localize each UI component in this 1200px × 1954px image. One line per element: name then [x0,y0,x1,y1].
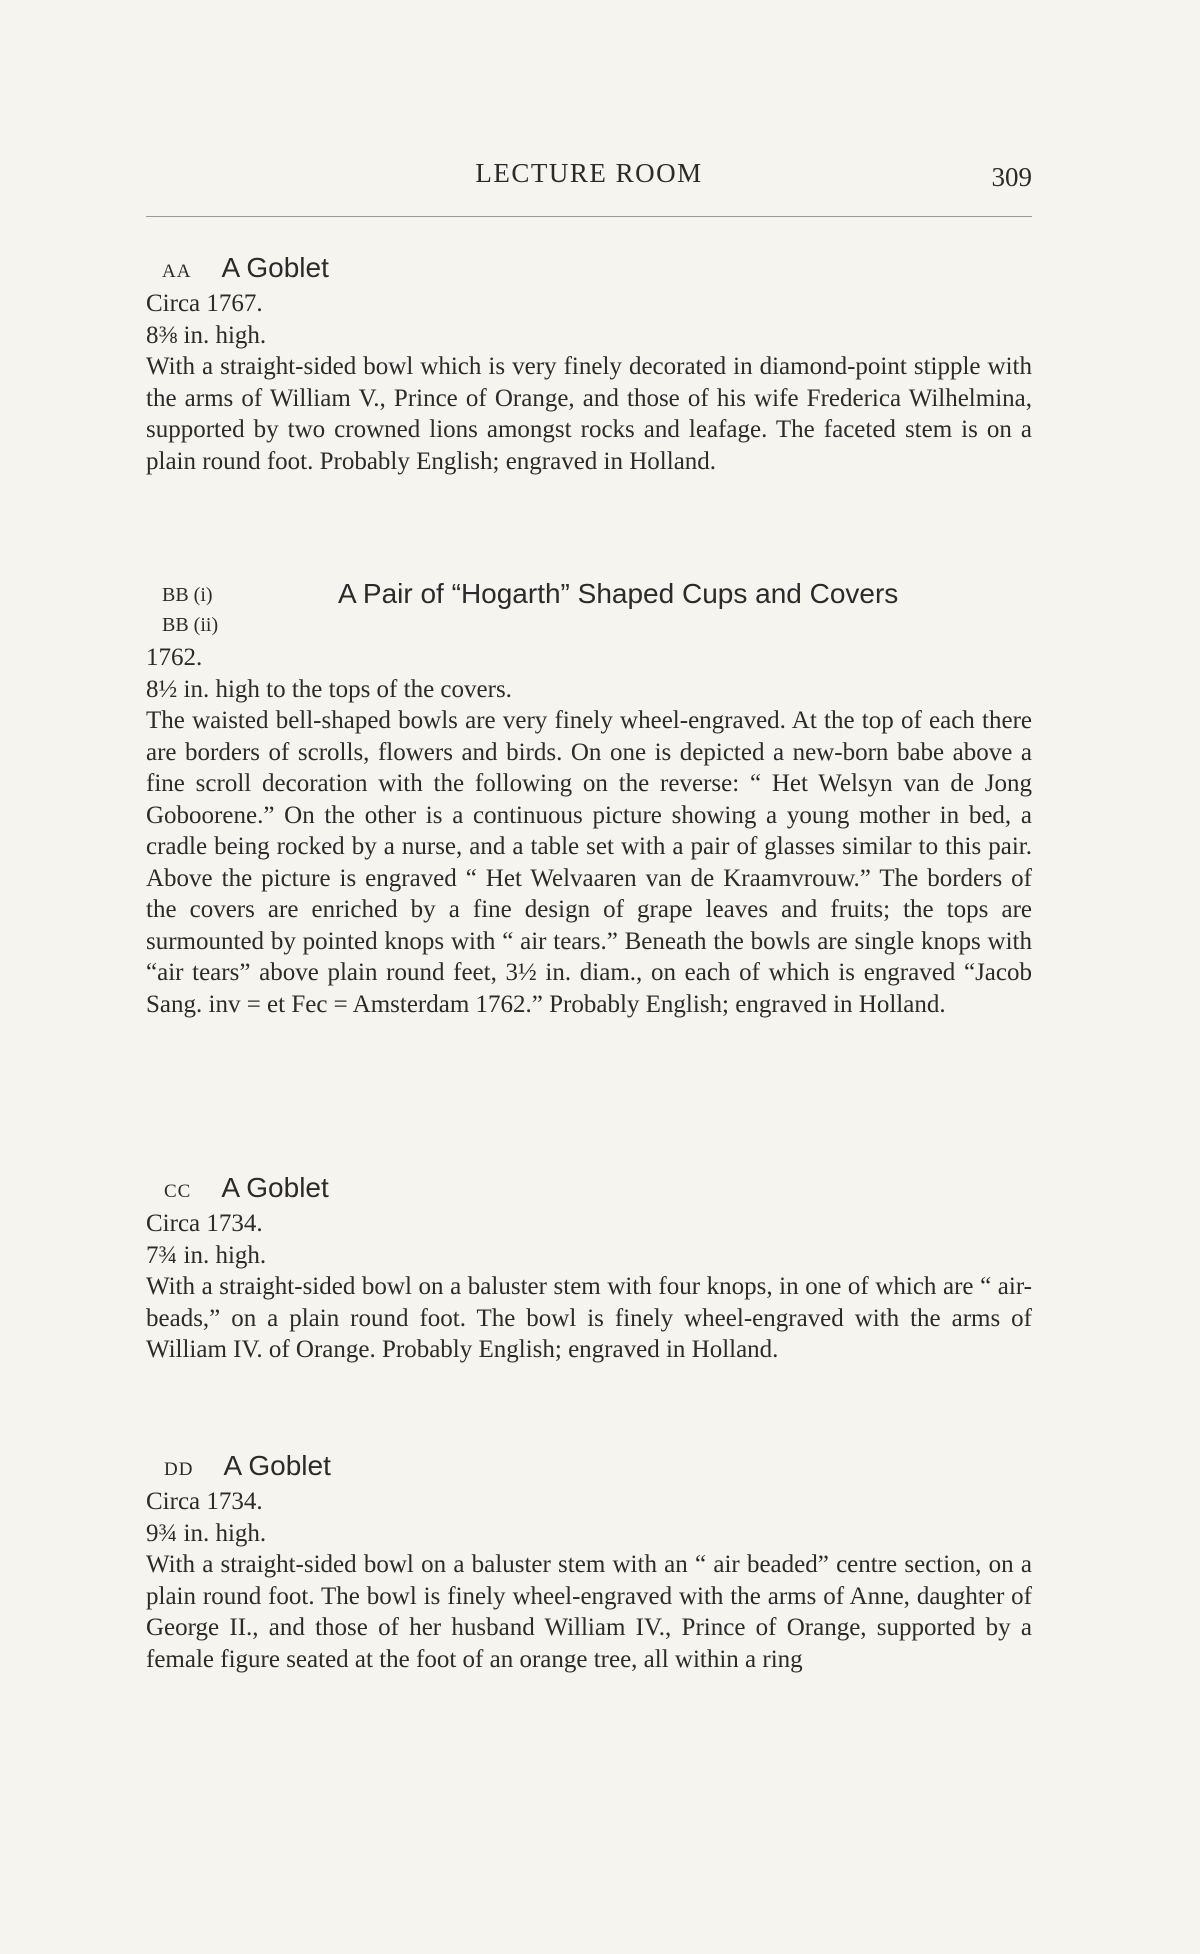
entry-ref: CC [164,1181,192,1202]
entry-date: 1762. [146,644,203,671]
entry-ref-ii: BB (ii) [162,614,219,636]
entry-ref: DD [164,1459,194,1480]
catalogue-entry-bb [146,578,1036,1020]
running-header [146,158,1032,198]
entry-height: 9¾ in. high. [146,1519,267,1547]
entry-height: 7¾ in. high. [146,1241,267,1269]
entry-refs [162,580,218,640]
page-number: 309 [991,162,1032,192]
entry-height: 8⅜ in. high. [146,321,267,349]
entry-height: 8½ in. high to the tops of the covers. [146,675,512,703]
catalogue-entry-aa [146,252,1036,477]
header-rule [146,216,1032,217]
entry-title: A Goblet [221,252,329,283]
running-title: LECTURE ROOM [475,158,703,188]
entry-date: Circa 1767. [146,290,263,317]
entry-description: The waisted bell-shaped bowls are very finely wheel-engraved. At the top of each there are borders of scrolls, flowers and birds. On one is depicted a new-born babe above a fine scroll decoration with the following on the reverse: “ Het Welsyn van de Jong Goboorene.” On the other is a continuous picture showing a young mother in bed, a cradle being rocked by a nurse, and a table set with a pair of glasses similar to this pair. Above the picture is engraved “ Het Welvaaren van de Kraamvrouw.” The borders of the covers are enriched by a fine design of grape leaves and fruits; the tops are surmounted by pointed knops with “ air tears.” Beneath the bowls are single knops with “air tears” above plain round feet, 3½ in. diam., on each of which is engraved “Jacob Sang. inv = et Fec = Amsterdam 1762.” Probably English; engraved in Holland. [146,707,1032,1018]
entry-title: A Goblet [221,1172,329,1203]
catalogue-entry-cc [146,1172,1036,1366]
entry-date: Circa 1734. [146,1488,263,1515]
entry-ref-i: BB (i) [162,584,213,606]
entry-description: With a straight-sided bowl on a baluster stem with an “ air beaded” centre section, on a plain round foot. The bowl is finely wheel-engraved with the arms of Anne, daughter of George II., and those of her husband William IV., Prince of Orange, supported by a female figure seated at the foot of an orange tree, all within a ring [146,1551,1032,1673]
entry-ref: AA [162,261,192,282]
entry-date: Circa 1734. [146,1210,263,1237]
entry-description: With a straight-sided bowl on a baluster stem with four knops, in one of which are “ air-beads,” on a plain round foot. The bowl is finely wheel-engraved with the arms of William IV. of Orange. Probably English; engraved in Holland. [146,1273,1032,1363]
catalogue-entry-dd [146,1450,1036,1675]
entry-heading [146,578,1036,642]
entry-title: A Pair of “Hogarth” Shaped Cups and Covers [338,578,899,609]
entry-description: With a straight-sided bowl which is very finely decorated in diamond-point stipple with the arms of William V., Prince of Orange, and those of his wife Frederica Wilhelmina, supported by two crowned lions amongst rocks and leafage. The faceted stem is on a plain round foot. Probably English; engraved in Holland. [146,353,1032,475]
entry-title: A Goblet [223,1450,331,1481]
